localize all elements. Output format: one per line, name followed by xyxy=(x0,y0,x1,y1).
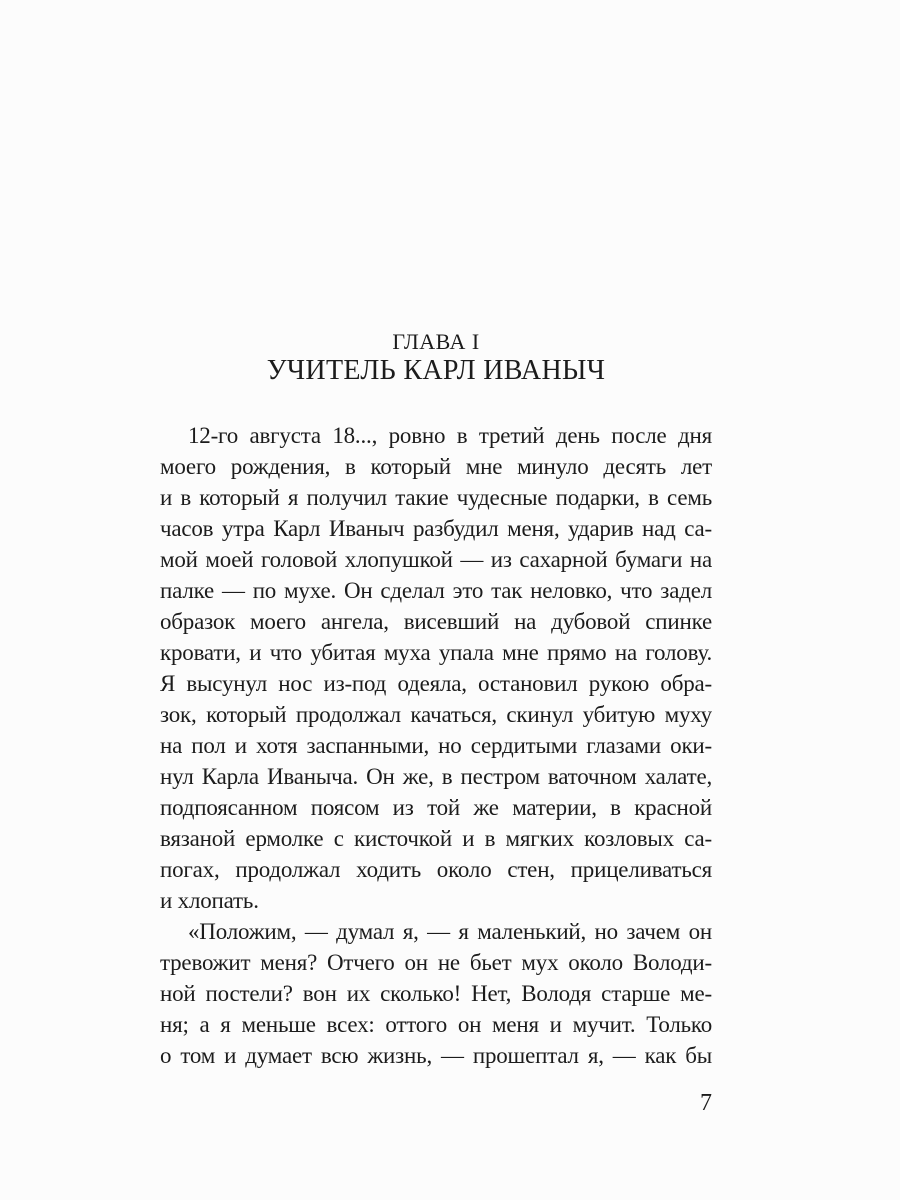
chapter-title: УЧИТЕЛЬ КАРЛ ИВАНЫЧ xyxy=(266,355,606,386)
text-line: и в который я получил такие чудесные подарки, в семь xyxy=(160,485,712,510)
text-line: мой моей головой хлопушкой — из сахарной бумаги на xyxy=(160,547,712,572)
text-line: подпоясанном поясом из той же материи, в красной xyxy=(160,795,712,820)
text-line: о том и думает всю жизнь, — прошептал я, — как бы xyxy=(160,1043,712,1068)
text-line: на пол и хотя заспанными, но сердитыми глазами оки- xyxy=(160,733,712,758)
page-body xyxy=(160,420,712,1071)
page-number: 7 xyxy=(700,1090,712,1116)
text-line: ня; а я меньше всех: оттого он меня и мучит. Только xyxy=(160,1012,712,1037)
text-line: ной постели? вон их сколько! Нет, Володя старше ме- xyxy=(160,981,712,1006)
text-line: кровати, и что убитая муха упала мне прямо на голову. xyxy=(160,640,712,665)
text-line: вязаной ермолке с кисточкой и в мягких козловых са- xyxy=(160,826,712,851)
text-line: образок моего ангела, висевший на дубовой спинке xyxy=(160,609,712,634)
text-line: палке — по мухе. Он сделал это так неловко, что задел xyxy=(160,578,712,603)
text-line: моего рождения, в который мне минуло десять лет xyxy=(160,454,712,479)
text-line: погах, продолжал ходить около стен, прицеливаться xyxy=(160,857,712,882)
text-line: тревожит меня? Отчего он не бьет мух около Володи- xyxy=(160,950,712,975)
text-line: и хлопать. xyxy=(160,888,259,913)
text-column xyxy=(160,0,712,1200)
text-line: 12-го августа 18..., ровно в третий день после дня xyxy=(188,423,712,448)
chapter-heading: ГЛАВА I xyxy=(392,329,480,354)
text-line: зок, который продолжал качаться, скинул убитую муху xyxy=(160,702,712,727)
text-line: «Положим, — думал я, — я маленький, но зачем он xyxy=(188,919,712,944)
text-line: нул Карла Иваныча. Он же, в пестром ваточном халате, xyxy=(160,764,712,789)
text-line: часов утра Карл Иваныч разбудил меня, ударив над са- xyxy=(160,516,712,541)
text-line: Я высунул нос из-под одеяла, остановил рукою обра- xyxy=(160,671,712,696)
